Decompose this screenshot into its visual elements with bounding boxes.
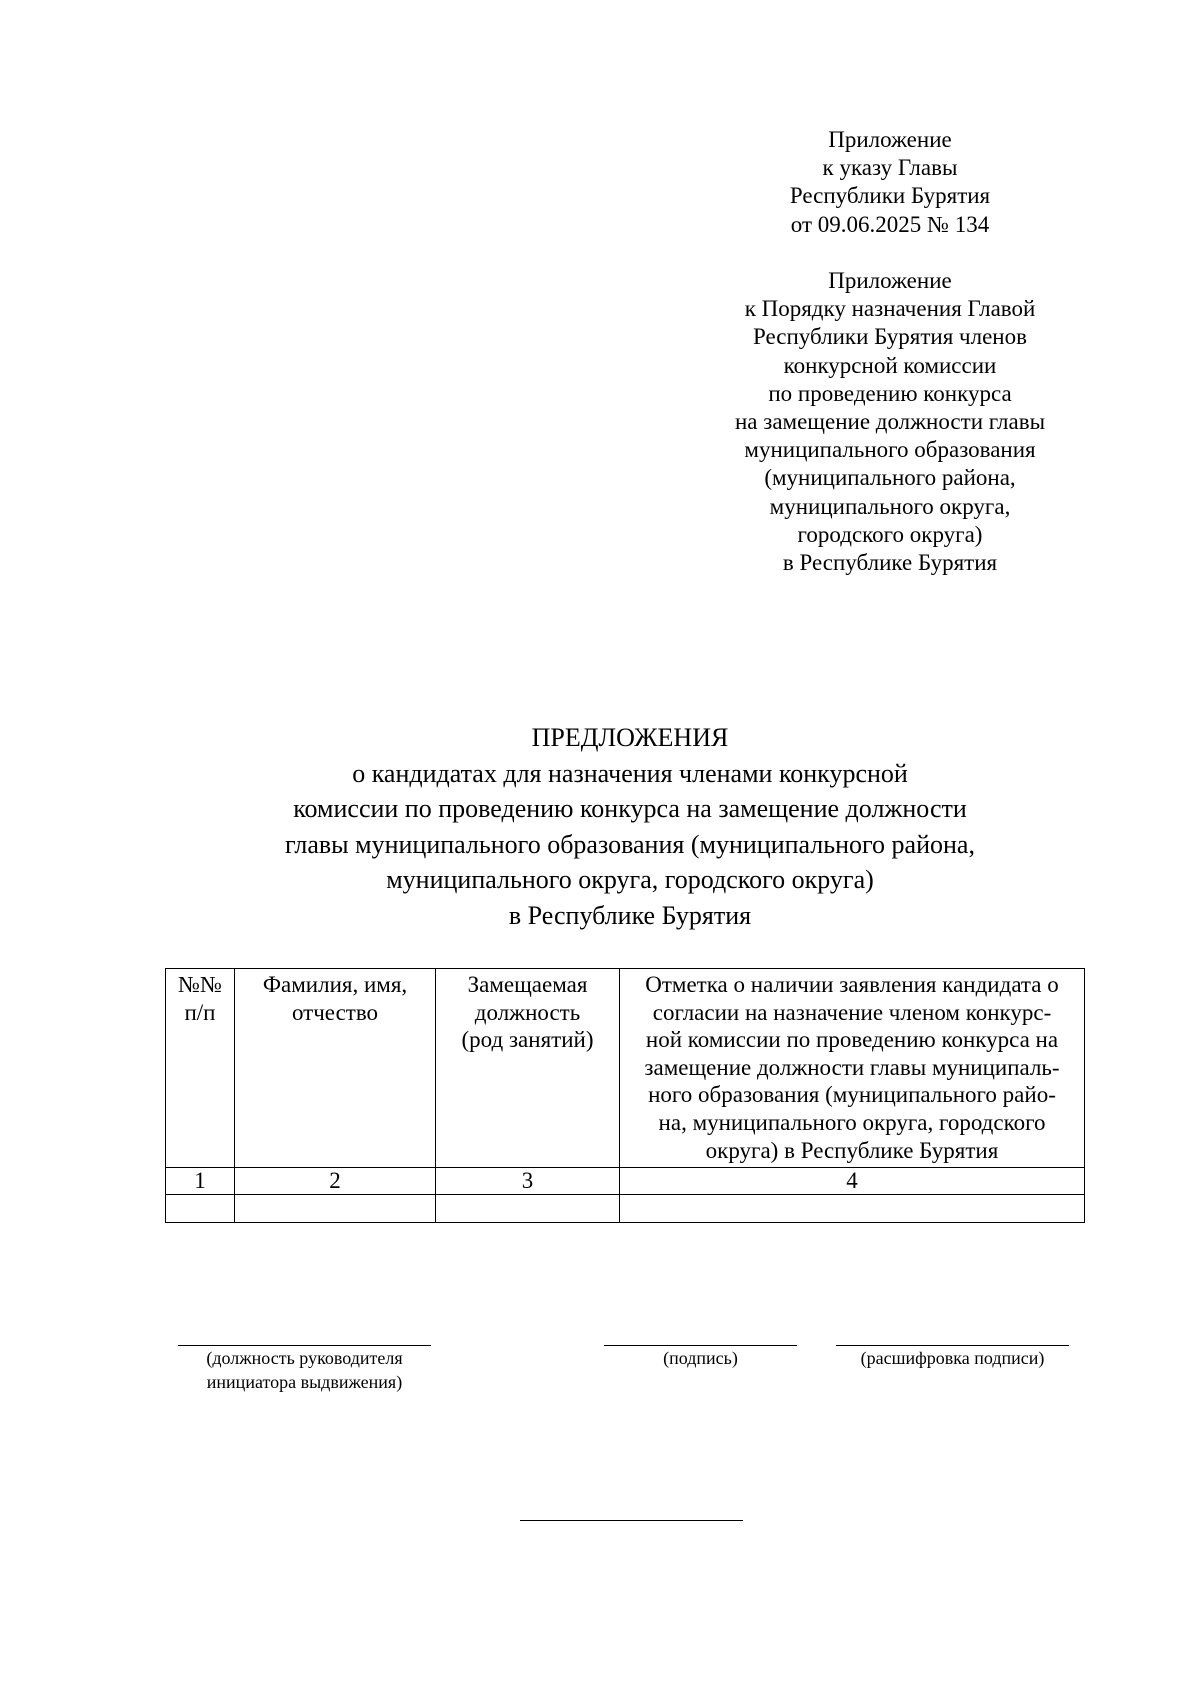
column-numbers-row: [166, 1168, 1085, 1195]
appendix-line: муниципального округа,: [769, 493, 1011, 519]
title-line: в Республике Бурятия: [508, 900, 752, 930]
caption-line: (подпись): [663, 1348, 738, 1368]
appendix-line: Приложение: [828, 268, 952, 293]
header-line: Фамилия, имя,: [262, 972, 408, 997]
appendix-to-decree: [705, 126, 1075, 239]
header-cell-consent-mark: [620, 969, 1085, 1168]
header-line: округа) в Республике Бурятия: [705, 1137, 999, 1163]
appendix-line: (муниципального района,: [764, 465, 1016, 491]
column-number-cell: 3: [436, 1168, 620, 1195]
header-line: замещение должности главы муниципаль-: [644, 1054, 1060, 1080]
header-line: ного образования (муниципального райо-: [648, 1082, 1056, 1108]
title-line: комиссии по проведению конкурса на замещение должности: [293, 794, 967, 823]
header-cell-position: [436, 969, 620, 1168]
candidates-table: [165, 968, 1085, 1223]
appendix-line: по проведению конкурса: [768, 380, 1012, 406]
appendix-to-procedure: [705, 267, 1075, 577]
header-line: ной комиссии по проведению конкурса на: [645, 1027, 1059, 1053]
document-title: [160, 720, 1100, 933]
closing-separator-line: [520, 1520, 743, 1521]
appendix-line: к Порядку назначения Главой: [744, 296, 1036, 322]
header-line: п/п: [184, 999, 216, 1025]
appendix-line: в Республике Бурятия: [782, 550, 998, 576]
appendix-line: конкурсной комиссии: [783, 352, 997, 378]
appendix-line: на замещение должности главы: [734, 409, 1046, 435]
table-row: [166, 1195, 1085, 1223]
header-line: №№: [178, 972, 222, 997]
header-line: на, муниципального округа, городского: [658, 1109, 1046, 1135]
appendix-line: Республики Бурятия членов: [753, 324, 1027, 350]
title-line: о кандидатах для назначения членами конкурсной: [352, 758, 908, 788]
column-number-cell: 4: [620, 1168, 1085, 1195]
table-header-row: [166, 969, 1085, 1168]
header-line: Отметка о наличии заявления кандидата о: [645, 972, 1059, 997]
position-signature-line: [178, 1345, 431, 1346]
appendix-line: Приложение: [828, 127, 952, 152]
position-caption: [176, 1347, 433, 1394]
appendix-line: к указу Главы: [822, 155, 958, 181]
header-line: (род занятий): [461, 1027, 594, 1053]
header-line: Замещаемая: [467, 972, 588, 997]
column-number-cell: 1: [166, 1168, 235, 1195]
title-line: главы муниципального образования (муниципального района,: [285, 829, 975, 859]
table-cell: [436, 1195, 620, 1223]
decoding-caption: [836, 1347, 1069, 1371]
title-line: муниципального округа, городского округа): [386, 865, 874, 894]
header-cell-full-name: [235, 969, 436, 1168]
appendix-line: Республики Бурятия: [789, 183, 991, 209]
column-number-cell: 2: [235, 1168, 436, 1195]
appendix-line: от 09.06.2025 № 134: [790, 211, 990, 237]
header-line: отчество: [291, 999, 379, 1025]
table-cell: [166, 1195, 235, 1223]
caption-line: (расшифровка подписи): [860, 1348, 1045, 1368]
caption-line: инициатора выдвижения): [206, 1371, 403, 1392]
table-cell: [620, 1195, 1085, 1223]
header-line: согласии на назначение членом конкурс-: [652, 999, 1052, 1025]
signature-line: [604, 1345, 797, 1346]
appendix-line: муниципального образования: [744, 437, 1036, 463]
header-cell-number: [166, 969, 235, 1168]
signature-decoding-line: [836, 1345, 1069, 1346]
caption-line: (должность руководителя: [206, 1348, 403, 1368]
title-heading: ПРЕДЛОЖЕНИЯ: [531, 723, 729, 752]
header-line: должность: [474, 999, 581, 1025]
signature-caption: [604, 1347, 797, 1371]
table-cell: [235, 1195, 436, 1223]
appendix-line: городского округа): [797, 521, 983, 547]
